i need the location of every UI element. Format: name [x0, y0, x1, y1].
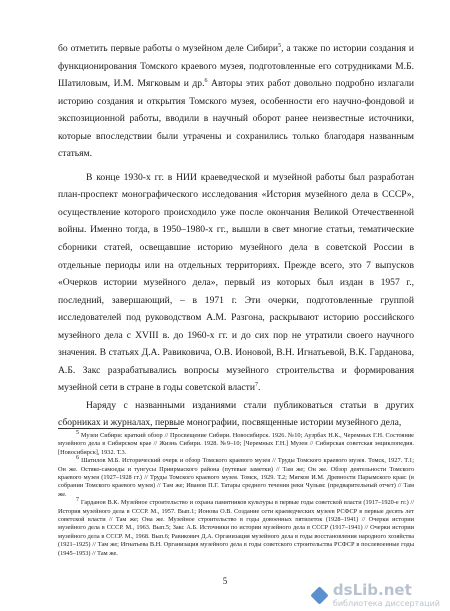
page-number: 5 — [222, 576, 228, 586]
footnote-text: Шатилов М.Б. Исторический очерк и обзор Томского краевого музея // Труды Томского краевого музея. Томск, 1927. Т.1; Он же. Остяко-самоеды и тунгусы Приирмаского района (путевые заметки) // Там же; Он же. Обзор деятельности Томского краевого музея (1927–1928 гг.) // Труды Томского краевого музея. Томск, 1929. Т.2; Мягков И.М. Древности Парымского края: (в собрании Томского краевого музея) // Там же; Иванов П.Г. Татары среднего течения реки Чулым: (предварительный отчет) // Там же. — [58, 457, 414, 498]
footnote-ref-6[interactable]: 6 — [204, 77, 208, 84]
watermark-brand: dsLib.net — [332, 581, 412, 599]
watermark[interactable] — [313, 583, 440, 608]
footnotes — [58, 429, 415, 558]
footnote-text: Гарданов В.К. Музейное строительство и охрана памятников культуры в первые годы советской власти (1917–1920-е гг.) // История музейного дела в СССР. М., 1957. Вып.1; Ионова О.В. Создание сети краеведческих музеев РСФСР в первые десять лет советской власти // Там же; Она же. Музейное строительство в годы довоенных пятилеток (1928–1941) // Очерки истории музейного дела в СССР. М., 1963. Вып.5; Закс А.Б. Источники по истории музейного дела в СССР (1917–1941) // Очерки истории музейного дела в СССР. М., 1968. Вып.6; Равикович Д.А. Организация музейного дела в годы восстановления народного хозяйства (1921–1925) // Там же; Игнатьева В.Н. Организация музейного дела в годы советского строительства РСФСР в послевоенные годы (1945–1953) // Там же. — [58, 499, 415, 557]
paragraph-3-text: Наряду с названными изданиями стали публиковаться статьи в других сборниках и журналах, первые монографии, посвященные истории музейного дела, — [58, 399, 414, 429]
paragraph-2-rest: . — [257, 382, 261, 394]
footnote-6 — [58, 457, 414, 499]
watermark-text — [333, 583, 440, 608]
footnote-mark: 5 — [76, 429, 79, 436]
footnote-ref-5[interactable]: 5 — [278, 42, 282, 49]
footnote-ref-7[interactable]: 7 — [254, 382, 258, 389]
watermark-subtitle: библиотека диссертаций — [332, 599, 440, 608]
paragraph-1 — [58, 40, 414, 163]
footnote-7 — [58, 499, 414, 558]
paragraph-3 — [58, 397, 414, 432]
paragraph-2-text: В конце 1930-х гг. в НИИ краеведческой и музейной работы был разработан план-проспект монографического исследования «История музейного дела в СССР», осуществление которого происходило уже после окончания Великой Отечественной войны. Именно тогда, в 1950–1980-х гг., вышли в свет многие статьи, тематические сборники статей, освещавшие историю музейного дела в советской России в отдельные периоды или на отдельных территориях. Прежде всего, это 7 выпусков «Очерков истории музейного дела», первый из которых был издан в 1957 г., последний, завершающий, – в 1971 г. Эти очерки, подготовленные группой исследователей под руководством А.М. Разгона, раскрывают историю российского музейного дела с XVIII в. до 1960-х гг. и до сих пор не утратили своего научного значения. В статьях Д.А. Равиковича, О.В. Ионовой, В.Н. Игнатьевой, В.К. Гардановa, А.Б. Закс разрабатывались вопросы музейного строительства и формирования музейной сети в стране в годы советской власти — [58, 171, 414, 394]
main-text — [58, 40, 414, 432]
paragraph-1-text: бо отметить первые работы о музейном деле Сибири — [58, 43, 279, 54]
paragraph-1-rest: , а также по истории создания и функционирования Томского краевого музея, подготовленные его сотрудниками М.Б. Шатиловым, И.М. Мягковым и др. — [58, 43, 414, 90]
footnote-mark: 6 — [76, 455, 79, 462]
footnote-divider — [58, 428, 178, 429]
footnote-mark: 7 — [76, 497, 79, 504]
footnote-5 — [58, 429, 414, 457]
paragraph-2 — [58, 169, 414, 397]
paragraph-1-rest2: Авторы этих работ довольно подробно излагали историю создания и открытия Томского музея, особенности его научно-фондовой и экспозиционной работы, вводили в научный оборот ранее неизвестные источники, которые впоследствии были утрачены и сохранились только благодаря названным статьям. — [58, 78, 415, 160]
dslib-logo-icon — [310, 586, 328, 604]
footnote-text: Музеи Сибири: краткий обзор // Просвещение Сибири. Новосибирск. 1926. №10; Аузрбах Н.К., Черемных Г.Н. Состояние музейного дела в Сибирском крае // Жизнь Сибири. 1928. №9–10; [Черемных Г.Н.] Музеи // Сибирская советская энциклопедия. [Новосибирск], 1932. Т.3. — [58, 432, 414, 456]
